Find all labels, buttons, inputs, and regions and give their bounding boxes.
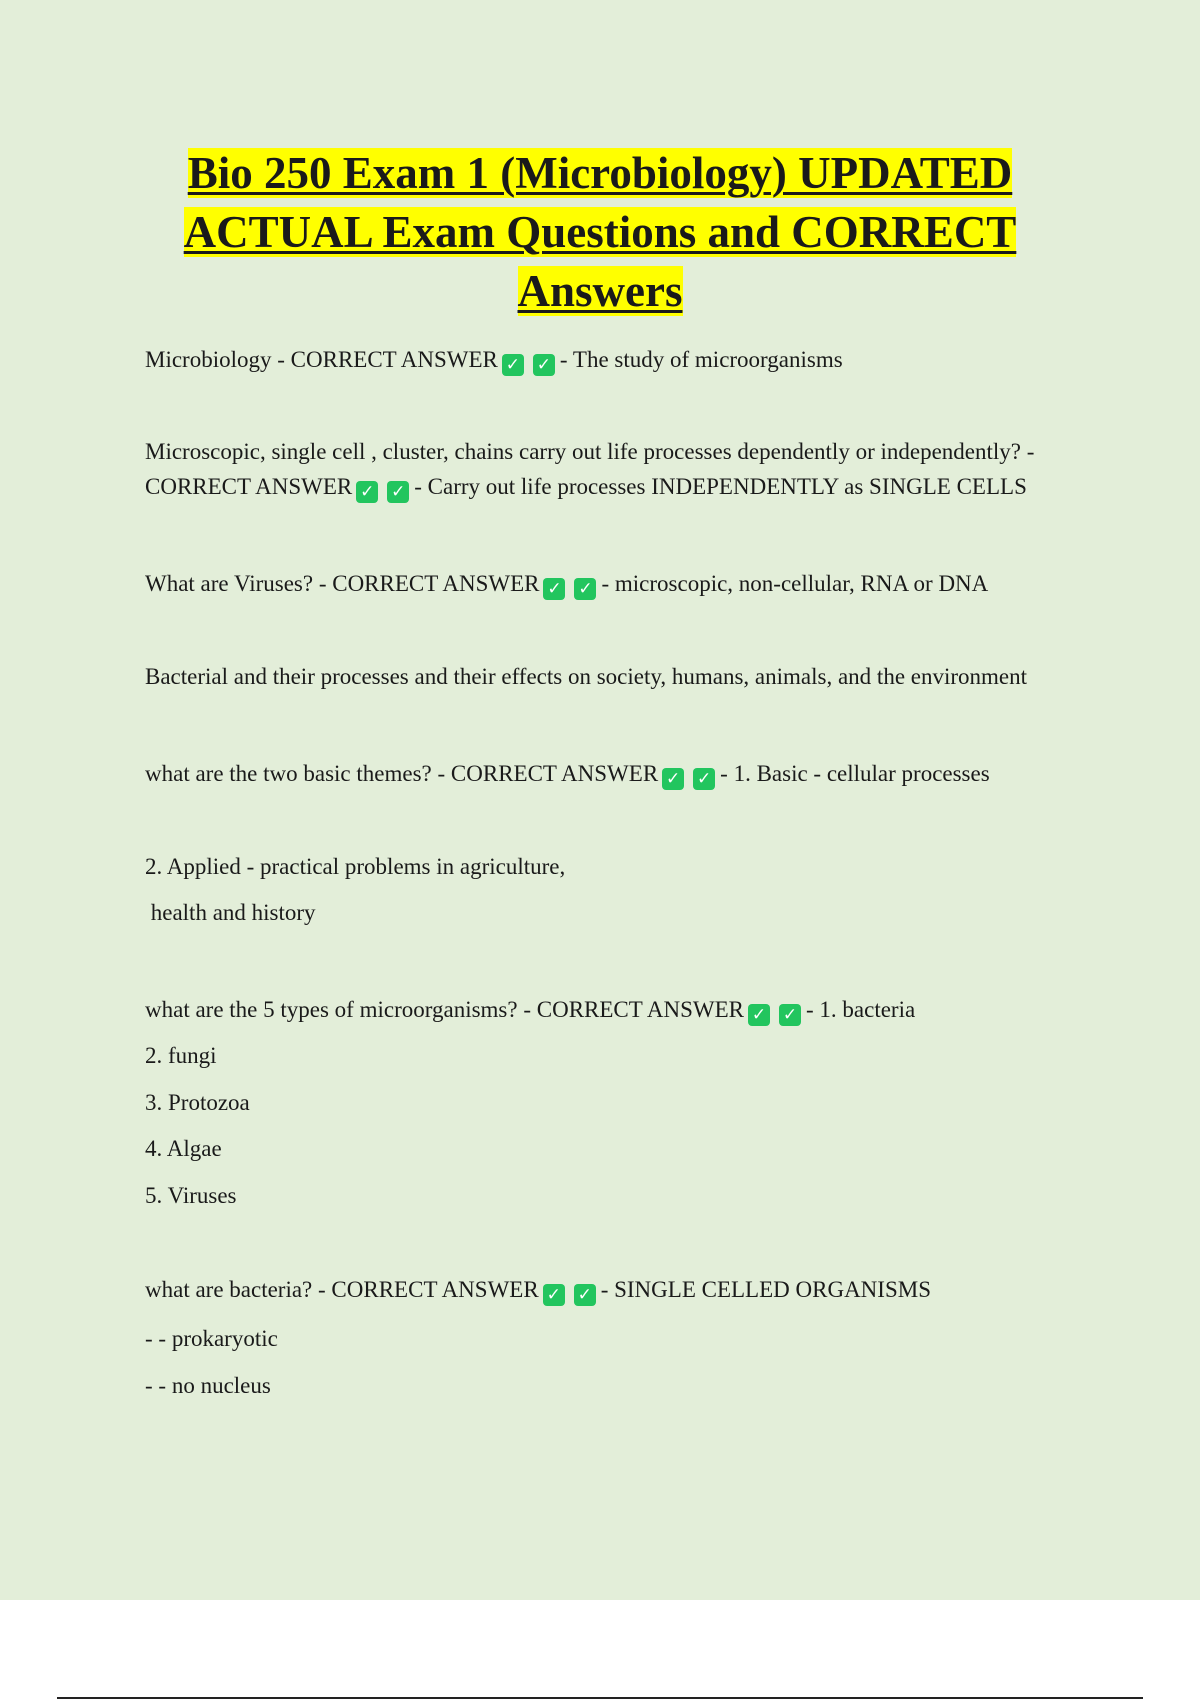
question-text: what are bacteria? - CORRECT ANSWER <box>145 1277 539 1302</box>
check-mark-button-icon: ✓ <box>387 481 409 503</box>
body-text: health and history <box>145 900 316 925</box>
check-mark-button-icon: ✓ <box>574 1284 596 1306</box>
list-item: 2. fungi <box>145 1043 217 1068</box>
question-text: Microbiology - CORRECT ANSWER <box>145 347 498 372</box>
check-mark-button-icon: ✓ <box>693 768 715 790</box>
check-mark-button-icon: ✓ <box>533 354 555 376</box>
answer-text: - The study of microorganisms <box>559 347 843 372</box>
footer-divider <box>57 1697 1143 1699</box>
check-mark-button-icon: ✓ <box>543 578 565 600</box>
answer-text: - Carry out life processes INDEPENDENTLY as SINGLE CELLS <box>414 474 1027 499</box>
list-item: 5. Viruses <box>145 1183 237 1208</box>
question-text: CORRECT ANSWER <box>145 474 353 499</box>
qa-item <box>145 759 990 790</box>
qa-item <box>145 569 988 600</box>
check-mark-button-icon: ✓ <box>574 578 596 600</box>
check-mark-button-icon: ✓ <box>748 1004 770 1026</box>
check-mark-button-icon: ✓ <box>779 1004 801 1026</box>
list-item: - - prokaryotic <box>145 1326 278 1351</box>
check-mark-button-icon: ✓ <box>502 354 524 376</box>
check-mark-button-icon: ✓ <box>543 1284 565 1306</box>
qa-item <box>145 345 843 376</box>
question-text: Microscopic, single cell , cluster, chains carry out life processes dependently or independently? - <box>145 439 1035 464</box>
list-item: 4. Algae <box>145 1136 222 1161</box>
body-text: Bacterial and their processes and their effects on society, humans, animals, and the environment <box>145 664 1028 689</box>
qa-item <box>145 995 915 1026</box>
question-text: what are the two basic themes? - CORRECT ANSWER <box>145 761 659 786</box>
check-mark-button-icon: ✓ <box>356 481 378 503</box>
question-text: what are the 5 types of microorganisms? - CORRECT ANSWER <box>145 997 744 1022</box>
check-mark-button-icon: ✓ <box>662 768 684 790</box>
answer-text: - SINGLE CELLED ORGANISMS <box>600 1277 931 1302</box>
qa-item <box>145 1275 931 1306</box>
list-item: 3. Protozoa <box>145 1090 250 1115</box>
answer-text: - 1. bacteria <box>806 997 916 1022</box>
list-item: - - no nucleus <box>145 1373 271 1398</box>
qa-item <box>145 472 1027 503</box>
answer-text: - 1. Basic - cellular processes <box>720 761 990 786</box>
document-title: Bio 250 Exam 1 (Microbiology) UPDATED ACTUAL Exam Questions and CORRECT Answers <box>183 148 1017 316</box>
answer-text: - microscopic, non-cellular, RNA or DNA <box>601 571 989 596</box>
body-text: 2. Applied - practical problems in agriculture, <box>145 854 566 879</box>
question-text: What are Viruses? - CORRECT ANSWER <box>145 571 540 596</box>
